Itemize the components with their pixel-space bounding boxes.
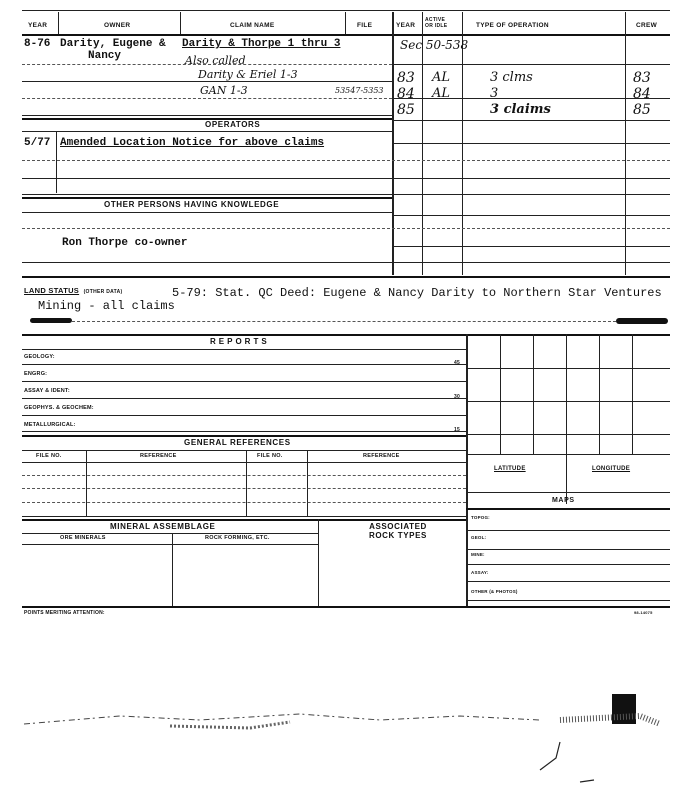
operators-title: OPERATORS	[205, 120, 261, 129]
maps-assay: ASSAY:	[471, 570, 489, 575]
hw-status-1: AL	[432, 70, 451, 85]
hw-year-1: 83	[397, 70, 415, 86]
file-reference: 53547-5353	[335, 86, 384, 95]
hw-year-2: 84	[397, 86, 415, 102]
gr-reference-2: REFERENCE	[363, 453, 400, 459]
scan-noise-smudge	[170, 722, 290, 728]
scale-45: 45	[454, 360, 460, 366]
maps-other: OTHER (& PHOTOS)	[471, 589, 518, 594]
land-status-line1: 5-79: Stat. QC Deed: Eugene & Nancy Darity to Northern Star Ventures	[172, 286, 662, 300]
scan-noise-mark	[540, 742, 560, 770]
hw-op-1: 3 clms	[490, 70, 533, 85]
reports-geology: GEOLOGY:	[24, 354, 55, 360]
gr-file-no-2: FILE NO.	[257, 453, 283, 459]
header-owner: OWNER	[104, 22, 131, 29]
also-called-note: Also called	[185, 54, 246, 67]
header-claim-name: CLAIM NAME	[230, 22, 275, 29]
rock-forming: ROCK FORMING, ETC.	[205, 535, 270, 541]
hw-status-2: AL	[432, 86, 451, 101]
header-crew: CREW	[636, 22, 658, 29]
reports-geophys: GEOPHYS. & GEOCHEM:	[24, 405, 94, 411]
owner-name-line2: Nancy	[88, 50, 122, 62]
owner-name-line1: Darity, Eugene &	[60, 38, 166, 50]
land-status-line2: Mining - all claims	[38, 299, 175, 313]
hw-crew-2: 84	[633, 86, 651, 102]
land-status-sub: (OTHER DATA)	[83, 289, 123, 295]
reports-engrg: ENGRG:	[24, 371, 48, 377]
maps-topog: TOPOG:	[471, 515, 490, 520]
scan-noise-dots	[560, 716, 660, 724]
header-file: FILE	[357, 22, 373, 29]
header-type-of-operation: TYPE OF OPERATION	[476, 22, 549, 29]
claim-name: Darity & Thorpe 1 thru 3	[182, 38, 341, 50]
claim-name-3: GAN 1-3	[200, 84, 248, 97]
claim-name-2: Darity & Eriel 1-3	[198, 68, 298, 81]
latitude-label: LATITUDE	[494, 466, 526, 472]
land-status-label: LAND STATUS	[24, 286, 80, 295]
longitude-label: LONGITUDE	[592, 466, 631, 472]
hw-year-3: 85	[397, 102, 415, 118]
sec-reference: Sec 50-538	[400, 38, 469, 52]
reports-title: REPORTS	[210, 337, 270, 346]
hw-op-2: 3	[490, 86, 499, 101]
associated-rock-title: ASSOCIATED ROCK TYPES	[368, 522, 427, 540]
maps-mine: MINE:	[471, 552, 485, 557]
header-active-idle: ACTIVE OR IDLE	[425, 17, 448, 29]
scale-30: 30	[454, 394, 460, 400]
scan-noise-mark	[580, 780, 594, 782]
general-refs-title: GENERAL REFERENCES	[184, 438, 291, 447]
maps-title: MAPS	[552, 497, 575, 504]
header-year: YEAR	[28, 22, 48, 29]
ore-minerals: ORE MINERALS	[60, 535, 106, 541]
hw-crew-1: 83	[633, 70, 651, 86]
points-meriting-attention: POINTS MERITING ATTENTION:	[24, 610, 105, 616]
operators-entry: Amended Location Notice for above claims	[60, 137, 325, 149]
header-year-2: YEAR	[396, 22, 416, 29]
form-number: 98-14075	[634, 610, 653, 615]
maps-geol: GEOL:	[471, 535, 487, 540]
gr-file-no: FILE NO.	[36, 453, 62, 459]
hw-op-3: 3 claims	[490, 102, 551, 117]
other-persons-title: OTHER PERSONS HAVING KNOWLEDGE	[104, 200, 280, 209]
hw-crew-3: 85	[633, 102, 651, 118]
reports-metallurgical: METALLURGICAL:	[24, 422, 76, 428]
operators-date: 5/77	[24, 137, 51, 149]
other-persons-entry: Ron Thorpe co-owner	[62, 237, 188, 249]
gr-reference: REFERENCE	[140, 453, 177, 459]
scale-15: 15	[454, 427, 460, 433]
owner-year: 8-76	[24, 38, 51, 50]
mineral-title: MINERAL ASSEMBLAGE	[110, 522, 216, 531]
reports-assay: ASSAY & IDENT:	[24, 388, 70, 394]
